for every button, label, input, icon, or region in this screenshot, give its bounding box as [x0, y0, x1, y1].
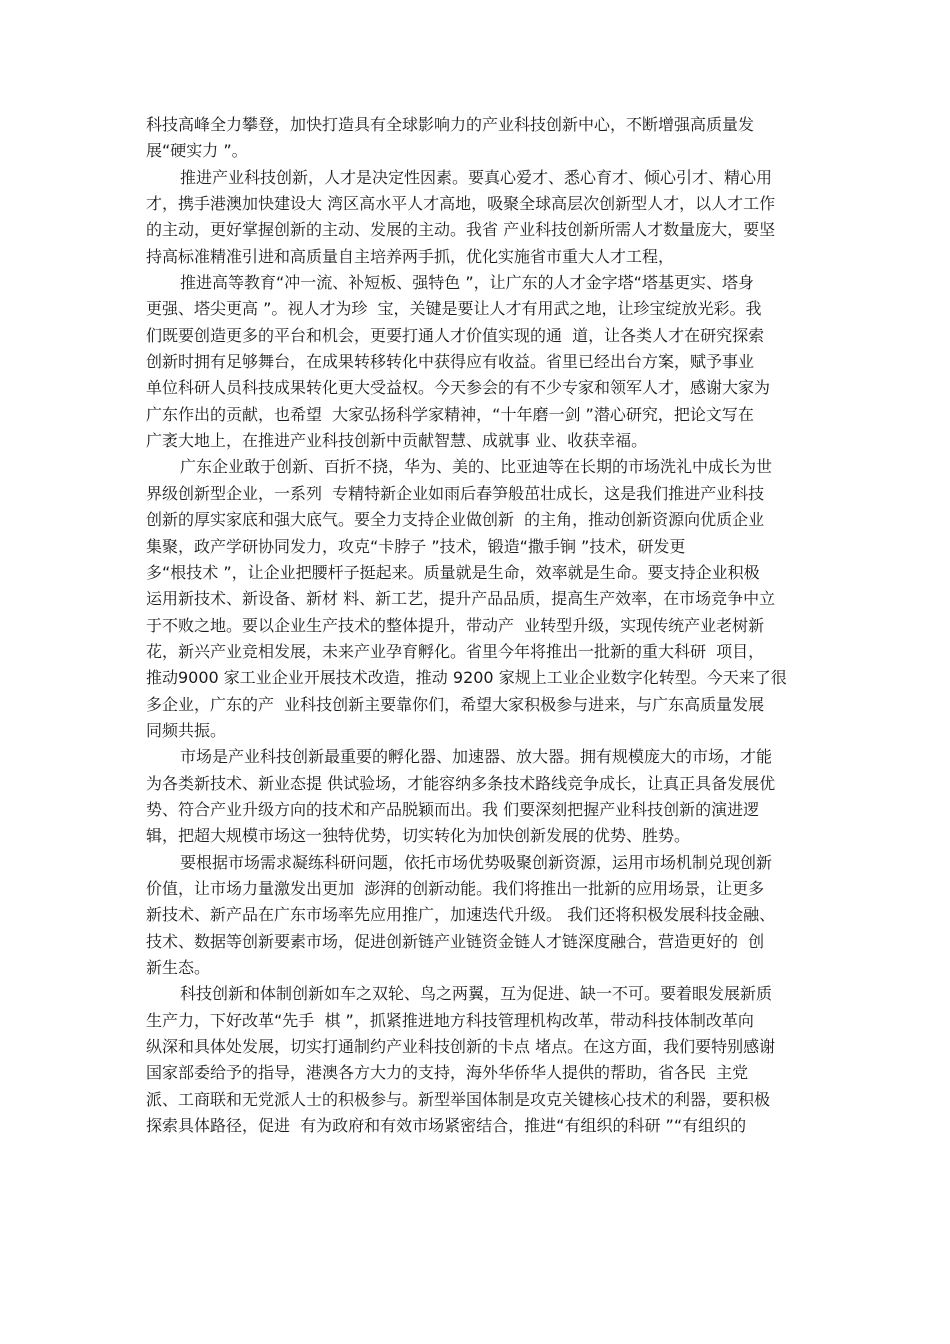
text-line: 们既要创造更多的平台和机会，更要打通人才价值实现的通 道，让各类人才在研究探索 [146, 325, 765, 345]
text-line: 为各类新技术、新业态提 供试验场，才能容纳多条技术路线竞争成长，让真正具备发展优 [146, 773, 776, 793]
text-line: 生产力，下好改革“先手 棋 ”，抓紧推进地方科技管理机构改革，带动科技体制改革向 [146, 1010, 754, 1030]
text-line: 新技术、新产品在广东市场率先应用推广，加速迭代升级。 我们还将积极发展科技金融、 [146, 905, 776, 925]
text-line: 更强、塔尖更高 ”。视人才为珍 宝，关键是要让人才有用武之地，让珍宝绽放光彩。我 [146, 299, 762, 319]
text-line: 价值，让市场力量激发出更加 澎湃的创新动能。我们将推出一批新的应用场景，让更多 [146, 878, 765, 898]
text-line: 的主动，更好掌握创新的主动、发展的主动。我省 产业科技创新所需人才数量庞大，要坚 [146, 220, 776, 240]
text-line: 展“硬实力 ”。 [146, 141, 248, 161]
text-line: 创新时拥有足够舞台，在成果转移转化中获得应有收益。省里已经出台方案，赋予事业 [146, 352, 755, 372]
paragraph [146, 270, 822, 454]
text-line: 新生态。 [146, 958, 211, 977]
text-line: 派、工商联和无党派人士的积极参与。新型举国体制是攻克关键核心技术的利器，要积极 [146, 1089, 771, 1109]
text-line: 技术、数据等创新要素市场，促进创新链产业链资金链人才链深度融合，营造更好的 创 [146, 931, 765, 951]
text-line: 花，新兴产业竞相发展，未来产业孕育孵化。省里今年将推出一批新的重大科研 项目， [146, 641, 765, 661]
document-body [146, 112, 822, 1139]
text-line: 推动9000 家工业企业开展技术改造，推动 9200 家规上工业企业数字化转型。今天来了很 [146, 668, 787, 688]
text-line: 广东企业敢于创新、百折不挠，华为、美的、比亚迪等在长期的市场洗礼中成长为世 [180, 457, 773, 477]
text-line: 创新的厚实家底和强大底气。要全力支持企业做创新 的主角，推动创新资源向优质企业 [146, 510, 765, 530]
text-line: 市场是产业科技创新最重要的孵化器、加速器、放大器。拥有规模庞大的市场，才能 [180, 747, 773, 767]
text-line: 推进产业科技创新，人才是决定性因素。要真心爱才、悉心育才、倾心引才、精心用 [180, 167, 773, 187]
text-line: 探索具体路径，促进 有为政府和有效市场紧密结合，推进“有组织的科研 ”“有组织的 [146, 1116, 747, 1136]
paragraph [146, 981, 822, 1139]
text-line: 多“根技术 ”，让企业把腰杆子挺起来。质量就是生命，效率就是生命。要支持企业积极 [146, 562, 760, 582]
paragraph [146, 165, 822, 270]
text-line: 集聚，政产学研协同发力，攻克“卡脖子 ”技术，锻造“撒手锏 ”技术，研发更 [146, 536, 686, 556]
text-line: 单位科研人员科技成果转化更大受益权。今天参会的有不少专家和领军人才，感谢大家为 [146, 378, 771, 398]
text-line: 持高标准精准引进和高质量自主培养两手抓，优化实施省市重大人才工程， [146, 246, 675, 266]
paragraph [146, 112, 822, 165]
text-line: 科技高峰全力攀登，加快打造具有全球影响力的产业科技创新中心，不断增强高质量发 [146, 115, 755, 134]
text-line: 广东作出的贡献，也希望 大家弘扬科学家精神，“十年磨一剑 ”潜心研究，把论文写在 [146, 404, 754, 424]
text-line: 广袤大地上，在推进产业科技创新中贡献智慧、成就事 业、收获幸福。 [146, 431, 648, 451]
text-line: 辑，把超大规模市场这一独特优势，切实转化为加快创新发展的优势、胜势。 [146, 826, 691, 846]
text-line: 才，携手港澳加快建设大 湾区高水平人才高地，吸聚全球高层次创新型人才，以人才工作 [146, 194, 776, 214]
text-line: 要根据市场需求凝练科研问题，依托市场优势吸聚创新资源，运用市场机制兑现创新 [180, 852, 773, 872]
text-line: 多企业，广东的产 业科技创新主要靠你们，希望大家积极参与进来，与广东高质量发展 [146, 694, 765, 714]
text-line: 运用新技术、新设备、新材 料、新工艺，提升产品品质，提高生产效率，在市场竞争中立 [146, 589, 776, 609]
text-line: 同频共振。 [146, 720, 227, 740]
text-line: 势、符合产业升级方向的技术和产品脱颖而出。我 们要深刻把握产业科技创新的演进逻 [146, 799, 760, 819]
text-line: 推进高等教育“冲一流、补短板、强特色 ”，让广东的人才金字塔“塔基更实、塔身 [180, 273, 754, 293]
text-line: 纵深和具体处发展，切实打通制约产业科技创新的卡点 堵点。在这方面，我们要特别感谢 [146, 1037, 776, 1057]
paragraph [146, 454, 822, 744]
text-line: 于不败之地。要以企业生产技术的整体提升，带动产 业转型升级，实现传统产业老树新 [146, 615, 765, 635]
text-line: 科技创新和体制创新如车之双轮、鸟之两翼，互为促进、缺一不可。要着眼发展新质 [180, 984, 773, 1004]
paragraph [146, 850, 822, 982]
text-line: 国家部委给予的指导，港澳各方大力的支持，海外华侨华人提供的帮助，省各民 主党 [146, 1063, 749, 1083]
text-line: 界级创新型企业，一系列 专精特新企业如雨后春笋般茁壮成长，这是我们推进产业科技 [146, 483, 765, 503]
paragraph [146, 744, 822, 849]
